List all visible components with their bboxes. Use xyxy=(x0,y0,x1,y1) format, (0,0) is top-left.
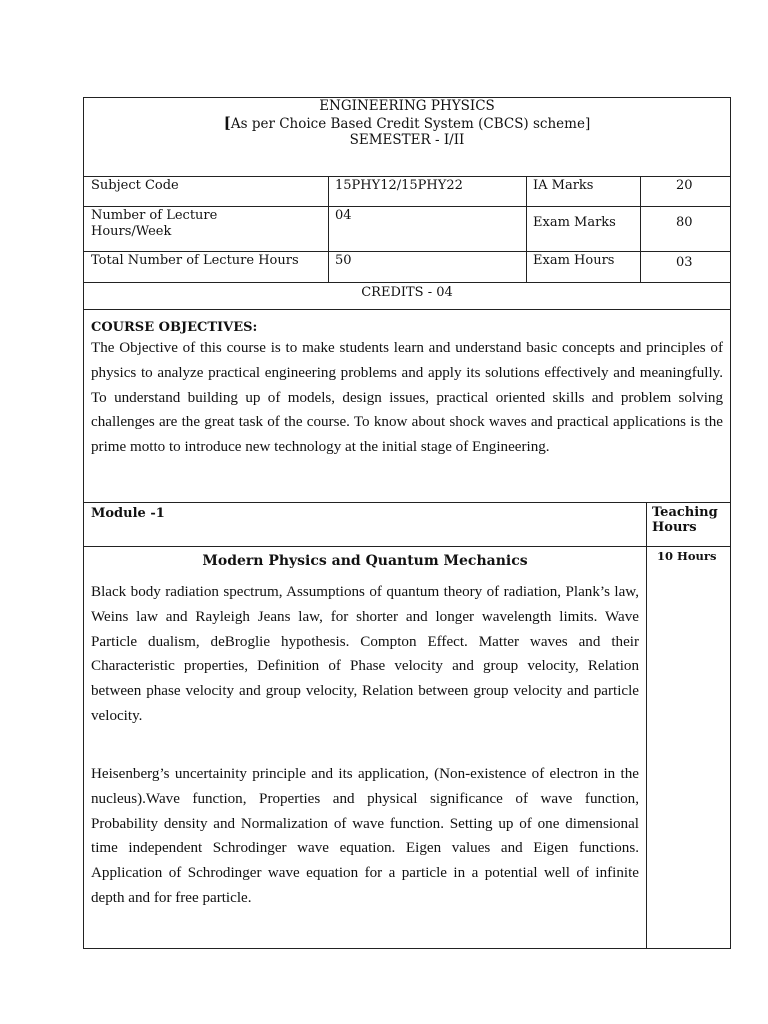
detail-label-2: Exam Marks xyxy=(533,215,616,230)
detail-value-2: 20 xyxy=(676,178,693,193)
syllabus-document xyxy=(83,97,731,949)
detail-value: 04 xyxy=(335,208,352,223)
detail-label: Subject Code xyxy=(91,178,179,193)
details-row-total-hours xyxy=(84,251,730,282)
detail-label-2: IA Marks xyxy=(533,178,594,193)
module-body xyxy=(84,546,730,948)
course-header xyxy=(84,98,730,176)
details-row-subject-code xyxy=(84,176,730,206)
credits-row xyxy=(84,282,730,309)
module-label: Module -1 xyxy=(91,506,165,521)
details-row-lecture-hours-week xyxy=(84,206,730,251)
detail-label: Total Number of Lecture Hours xyxy=(91,253,299,268)
objectives-heading: COURSE OBJECTIVES: xyxy=(91,320,258,335)
module-header-row xyxy=(84,502,730,546)
detail-value: 15PHY12/15PHY22 xyxy=(335,178,463,193)
credits-label: CREDITS - 04 xyxy=(361,285,453,300)
scheme-text: As per Choice Based Credit System (CBCS) scheme] xyxy=(230,115,591,132)
scheme-line xyxy=(84,115,730,133)
semester-line: SEMESTER - I/II xyxy=(349,132,465,148)
detail-label: Number of Lecture Hours/Week xyxy=(91,208,218,239)
scheme-bracket: [ xyxy=(223,113,231,132)
detail-label-2: Exam Hours xyxy=(533,253,615,268)
detail-value-2: 03 xyxy=(676,255,693,270)
module-topic: Modern Physics and Quantum Mechanics xyxy=(202,553,528,569)
detail-value: 50 xyxy=(335,253,352,268)
module-paragraph-1: Black body radiation spectrum, Assumptions of quantum theory of radiation, Plank’s law, Weins law and Rayleigh Jeans law, for shorter and longer wavelength limits. Wave Particle dualism, deBroglie hypothesis. Compton Effect. Matter waves and their Characteristic properties, Definition of Phase velocity and group velocity, Relation between phase velocity and group velocity, Relation between group velocity and particle velocity. xyxy=(91,584,639,724)
teaching-hours-label: Teaching Hours xyxy=(652,505,718,535)
objectives-text: The Objective of this course is to make students learn and understand basic concepts and principles of physics to analyze practical engineering problems and apply its solutions effectively and meaningfully. To understand building up of models, design issues, practical oriented skills and problem solving challenges are the great task of the course. To know about shock waves and practical applications is the prime motto to introduce new technology at the initial stage of Engineering. xyxy=(91,340,723,456)
detail-value-2: 80 xyxy=(676,215,693,230)
course-title: ENGINEERING PHYSICS xyxy=(319,98,495,114)
objectives-section xyxy=(84,309,730,502)
module-paragraph-2: Heisenberg’s uncertainity principle and its application, (Non-existence of electron in the nucleus).Wave function, Properties and physical significance of wave function, Probability density and Normalization of wave function. Setting up of one dimensional time independent Schrodinger wave equation. Eigen values and Eigen functions. Application of Schrodinger wave equation for a particle in a potential well of infinite depth and for free particle. xyxy=(91,766,639,906)
module-hours: 10 Hours xyxy=(657,549,717,563)
